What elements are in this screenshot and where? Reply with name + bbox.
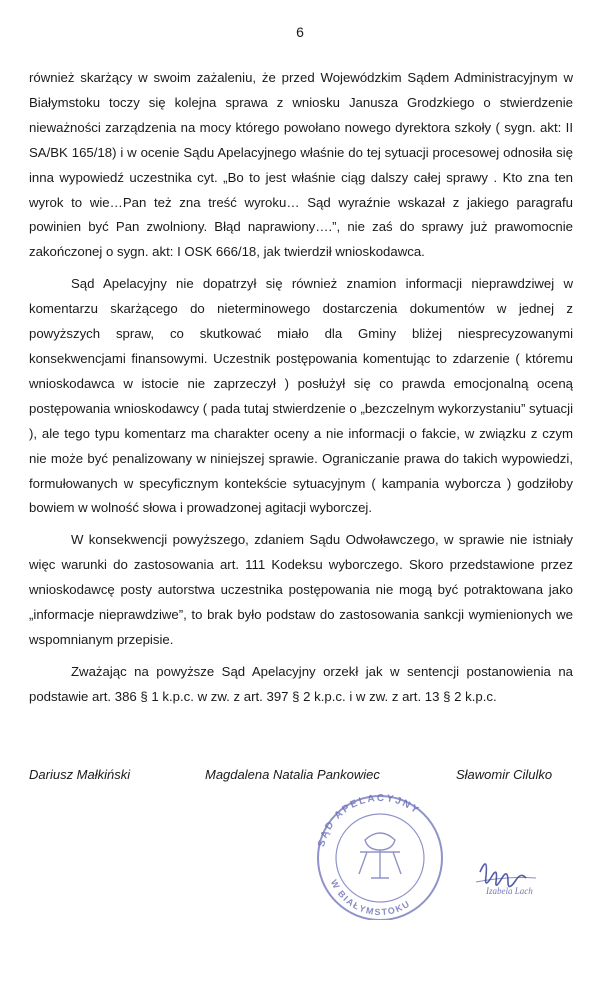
document-body [29, 66, 573, 717]
paragraph-continued: również skarżący w swoim zażaleniu, że przed Wojewódzkim Sądem Administracyjnym w Białymstoku toczy się kolejna sprawa z wniosku Janusza Grodzkiego o stwierdzenie nieważności zarządzenia na mocy którego powołano nowego dyrektora szkoły ( sygn. akt: II SA/BK 165/18) i w ocenie Sądu Apelacyjnego właśnie do tej sytuacji procesowej odnosiła się inna wypowiedź uczestnika cyt. „Bo to jest właśnie ciąg dalszy całej sprawy . Kto zna ten wyrok to wie…Pan też zna treść wyroku… Sąd wyraźnie wskazał z jakiego paragrafu powinien być Pan zwolniony. Błąd naprawiony….”, nie zaś do sprawy już prawomocnie zakończonej o sygn. akt: I OSK 666/18, jak twierdził wnioskodawca. [29, 70, 573, 260]
svg-text:SĄD APELACYJNY [316, 793, 422, 848]
paragraph: Sąd Apelacyjny nie dopatrzył się również znamion informacji nieprawdziwej w komentarzu skarżącego do nieterminowego dostarczenia dokumentów w jednej z powyższych spraw, co skutkować miało dla Gminy bliżej niesprecyzowanymi konsekwencjami finansowymi. Uczestnik postępowania komentując to zdarzenie ( któremu wnioskodawca w istocie nie zaprzeczył ) posłużył się co prawda emocjonalną oceną postępowania wnioskodawcy ( pada tutaj stwierdzenie o „bezczelnym wykorzystaniu” sytuacji ), ale tego typu komentarz ma charakter oceny a nie informacji o fakcie, w związku z czym nie może być penalizowany w niniejszej sprawie. Ograniczanie prawa do takich wypowiedzi, formułowanych w specyficznym kontekście sytuacyjnym ( kampania wyborcza ) godziłoby bowiem w wolność słowa i prowadzonej agitacji wyborczej. [29, 276, 573, 516]
handwritten-signature [468, 842, 568, 902]
judge-name: Dariusz Małkiński [29, 767, 131, 782]
stamp-text-top: SĄD APELACYJNY [316, 792, 422, 849]
signature-name: Izabela Lach [486, 886, 533, 896]
paragraph: W konsekwencji powyższego, zdaniem Sądu Odwoławczego, w sprawie nie istniały więc warunki do zastosowania art. 111 Kodeksu wyborczego. Skoro przedstawione przez wnioskodawcę posty autorstwa uczestnika postępowania nie mogą być potraktowana jako „informacje nieprawdziwe”, to brak było podstaw do zastosowania sankcji wymienionych we wspomnianym przepisie. [29, 532, 573, 647]
judge-name: Magdalena Natalia Pankowiec [205, 767, 380, 782]
stamp-text-bottom: W BIAŁYMSTOKU [328, 877, 413, 918]
judge-name: Sławomir Cilulko [456, 767, 553, 782]
court-seal-stamp [305, 790, 455, 920]
signature-names [29, 767, 573, 787]
paragraph: Zważając na powyższe Sąd Apelacyjny orzekł jak w sentencji postanowienia na podstawie art. 386 § 1 k.p.c. w zw. z art. 397 § 2 k.p.c. i w zw. z art. 13 § 2 k.p.c. [29, 663, 573, 704]
page-number: 6 [296, 24, 304, 40]
